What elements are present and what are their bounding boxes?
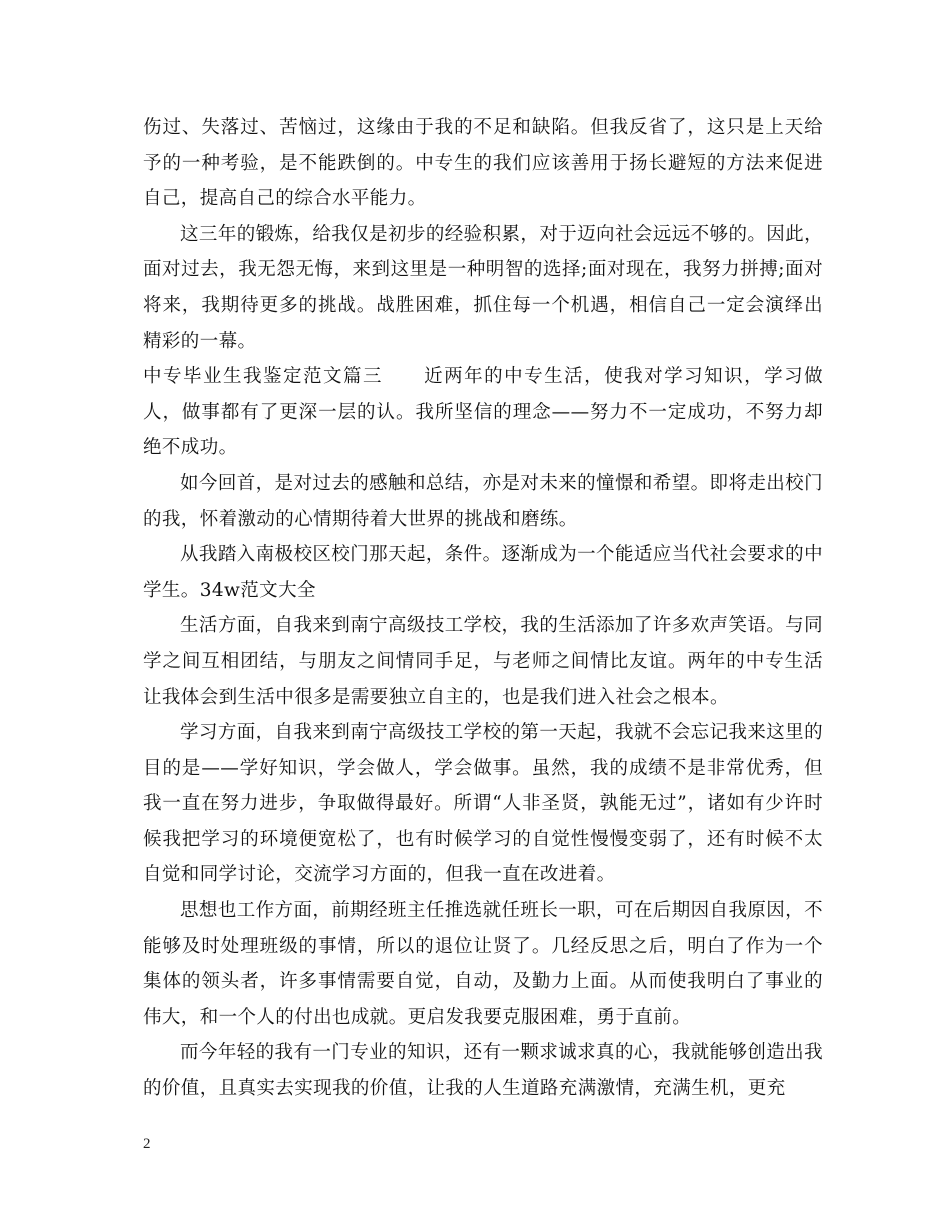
- section-title: 中专毕业生我鉴定范文篇三: [143, 366, 383, 388]
- document-body: [143, 110, 823, 1107]
- section-heading-paragraph: [143, 359, 823, 466]
- section-lead-text: 近两年的中专生活，使我对学习知识，学习做人，做事都有了更深一层的认。我所坚信的理念——努力不一定成功，不努力却绝不成功。: [143, 366, 823, 459]
- paragraph-5: 生活方面，自我来到南宁高级技工学校，我的生活添加了许多欢声笑语。与同学之间互相团结，与朋友之间情同手足，与老师之间情比友谊。两年的中专生活让我体会到生活中很多是需要独立自主的，也是我们进入社会之根本。: [143, 615, 823, 708]
- paragraph-4: 从我踏入南极校区校门那天起，条件。逐渐成为一个能适应当代社会要求的中学生。34w范文大全: [143, 544, 823, 601]
- page-number: 2: [143, 1136, 151, 1152]
- paragraph-8: 而今年轻的我有一门专业的知识，还有一颗求诚求真的心，我就能够创造出我的价值，且真实去实现我的价值，让我的人生道路充满激情，充满生机，更充: [143, 1042, 823, 1100]
- paragraph-3: 如今回首，是对过去的感触和总结，亦是对未来的憧憬和希望。即将走出校门的我，怀着激动的心情期待着大世界的挑战和磨练。: [143, 472, 823, 530]
- paragraph-6: 学习方面，自我来到南宁高级技工学校的第一天起，我就不会忘记我来这里的目的是——学好知识，学会做人，学会做事。虽然，我的成绩不是非常优秀，但我一直在努力进步，争取做得最好。所谓“人非圣贤，孰能无过”，诸如有少许时候我把学习的环境便宽松了，也有时候学习的自觉性慢慢变弱了，还有时候不太自觉和同学讨论，交流学习方面的，但我一直在改进着。: [143, 722, 823, 886]
- paragraph-2: 这三年的锻炼，给我仅是初步的经验积累，对于迈向社会远远不够的。因此，面对过去，我无怨无悔，来到这里是一种明智的选择;面对现在，我努力拼搏;面对将来，我期待更多的挑战。战胜困难，抓住每一个机遇，相信自己一定会演绎出精彩的一幕。: [143, 223, 823, 352]
- paragraph-7: 思想也工作方面，前期经班主任推选就任班长一职，可在后期因自我原因，不能够及时处理班级的事情，所以的退位让贤了。几经反思之后，明白了作为一个集体的领头者，许多事情需要自觉，自动，及勤力上面。从而使我明白了事业的伟大，和一个人的付出也成就。更启发我要克服困难，勇于直前。: [143, 900, 823, 1028]
- paragraph-1: 伤过、失落过、苦恼过，这缘由于我的不足和缺陷。但我反省了，这只是上天给予的一种考验，是不能跌倒的。中专生的我们应该善用于扬长避短的方法来促进自己，提高自己的综合水平能力。: [143, 117, 823, 210]
